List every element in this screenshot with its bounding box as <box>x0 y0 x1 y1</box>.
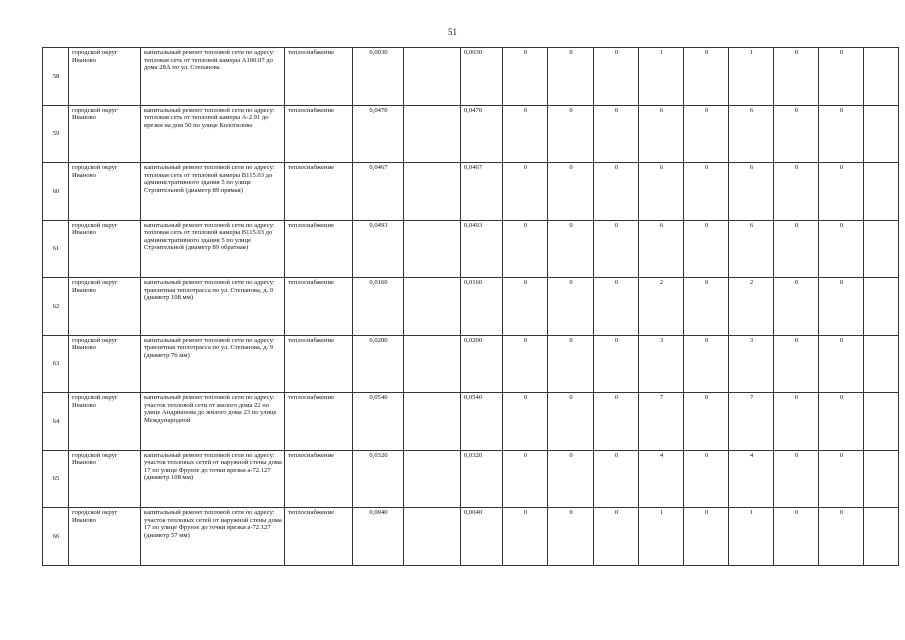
value-cell: 0 <box>684 393 729 451</box>
description-cell: капитальный ремонт тепловой сети по адресу: участок тепловых сетей от наружной стены дома 17 по улице Фрунзе до точки врезки а-72.127 (диаметр 57 мм) <box>141 508 285 566</box>
value-cell: 1 <box>639 508 684 566</box>
description-cell: капитальный ремонт тепловой сети по адресу: тепловая сеть от тепловой камеры А-2.91 до врезки на дом 50 по улице Колотилова <box>141 105 285 163</box>
value-cell: 0 <box>684 48 729 106</box>
value-cell: 0,0160 <box>353 278 404 336</box>
category-cell: теплоснабжение <box>285 220 353 278</box>
value-cell: 0 <box>548 163 594 221</box>
value-cell: 0,0030 <box>353 48 404 106</box>
value-cell <box>404 48 461 106</box>
value-cell: 3 <box>729 335 774 393</box>
description-cell: капитальный ремонт тепловой сети по адресу: участок тепловых сетей от наружной стены дома 17 по улице Фрунзе до точки врезки а-72.127 (диаметр 108 мм) <box>141 450 285 508</box>
value-cell: 0 <box>503 450 548 508</box>
value-cell: 0 <box>503 105 548 163</box>
value-cell: 0 <box>503 48 548 106</box>
value-cell: 0 <box>774 105 819 163</box>
value-cell: 0 <box>548 393 594 451</box>
value-cell: 2 <box>729 278 774 336</box>
value-cell <box>404 450 461 508</box>
table-row <box>43 48 899 106</box>
value-cell: 0 <box>684 508 729 566</box>
table-body <box>43 48 899 566</box>
value-cell: 0 <box>684 335 729 393</box>
value-cell: 0 <box>684 163 729 221</box>
municipality-cell: городской округ Иваново <box>69 335 141 393</box>
description-cell: капитальный ремонт тепловой сети по адресу: транзитная теплотрасса по ул. Степанова, д. 9 (диаметр 108 мм) <box>141 278 285 336</box>
value-cell: 7 <box>639 393 684 451</box>
value-cell: 0,0493 <box>353 220 404 278</box>
value-cell: 0 <box>594 393 639 451</box>
page-number: 51 <box>448 27 457 37</box>
value-cell: 6 <box>729 105 774 163</box>
value-cell: 0,0320 <box>461 450 503 508</box>
value-cell: 0 <box>548 450 594 508</box>
value-cell <box>864 335 899 393</box>
category-cell: теплоснабжение <box>285 278 353 336</box>
value-cell: 0 <box>774 278 819 336</box>
value-cell: 6 <box>639 105 684 163</box>
category-cell: теплоснабжение <box>285 163 353 221</box>
value-cell: 2 <box>639 278 684 336</box>
value-cell: 0,0467 <box>353 163 404 221</box>
value-cell: 0,0040 <box>353 508 404 566</box>
value-cell: 0 <box>594 220 639 278</box>
row-number: 58 <box>43 48 69 106</box>
value-cell: 0 <box>503 335 548 393</box>
value-cell: 0 <box>774 48 819 106</box>
value-cell: 0 <box>684 450 729 508</box>
category-cell: теплоснабжение <box>285 105 353 163</box>
value-cell <box>404 105 461 163</box>
value-cell: 0 <box>774 220 819 278</box>
value-cell: 0 <box>548 278 594 336</box>
table-row <box>43 393 899 451</box>
value-cell <box>864 508 899 566</box>
municipality-cell: городской округ Иваново <box>69 450 141 508</box>
value-cell: 0 <box>594 105 639 163</box>
value-cell: 0 <box>594 508 639 566</box>
value-cell: 0 <box>774 508 819 566</box>
municipality-cell: городской округ Иваново <box>69 163 141 221</box>
value-cell: 6 <box>729 220 774 278</box>
value-cell <box>404 508 461 566</box>
value-cell: 0 <box>503 220 548 278</box>
municipality-cell: городской округ Иваново <box>69 220 141 278</box>
municipality-cell: городской округ Иваново <box>69 278 141 336</box>
category-cell: теплоснабжение <box>285 335 353 393</box>
value-cell <box>864 450 899 508</box>
value-cell: 0,0030 <box>461 48 503 106</box>
value-cell <box>864 163 899 221</box>
value-cell: 0 <box>503 508 548 566</box>
table-row <box>43 220 899 278</box>
value-cell: 0 <box>503 393 548 451</box>
value-cell <box>864 278 899 336</box>
category-cell: теплоснабжение <box>285 508 353 566</box>
value-cell: 7 <box>729 393 774 451</box>
value-cell: 4 <box>729 450 774 508</box>
value-cell: 0 <box>774 335 819 393</box>
value-cell: 0,0467 <box>461 163 503 221</box>
municipality-cell: городской округ Иваново <box>69 105 141 163</box>
value-cell: 6 <box>639 163 684 221</box>
value-cell <box>404 220 461 278</box>
value-cell: 0 <box>503 163 548 221</box>
value-cell <box>404 393 461 451</box>
table-row <box>43 335 899 393</box>
table-row <box>43 105 899 163</box>
value-cell: 0 <box>503 278 548 336</box>
value-cell: 1 <box>639 48 684 106</box>
row-number: 65 <box>43 450 69 508</box>
repair-table <box>42 47 899 566</box>
value-cell: 0 <box>594 278 639 336</box>
value-cell: 0 <box>819 335 864 393</box>
row-number: 62 <box>43 278 69 336</box>
value-cell: 0,0540 <box>461 393 503 451</box>
row-number: 66 <box>43 508 69 566</box>
value-cell: 1 <box>729 48 774 106</box>
value-cell: 0 <box>819 393 864 451</box>
value-cell: 0 <box>774 393 819 451</box>
value-cell <box>404 278 461 336</box>
value-cell: 0 <box>774 163 819 221</box>
value-cell: 0,0470 <box>461 105 503 163</box>
value-cell: 0 <box>594 48 639 106</box>
value-cell: 0,0160 <box>461 278 503 336</box>
row-number: 60 <box>43 163 69 221</box>
value-cell: 0 <box>548 48 594 106</box>
municipality-cell: городской округ Иваново <box>69 48 141 106</box>
value-cell: 0 <box>684 278 729 336</box>
value-cell: 0 <box>819 48 864 106</box>
value-cell: 0 <box>594 163 639 221</box>
value-cell <box>404 335 461 393</box>
value-cell: 0,0200 <box>353 335 404 393</box>
value-cell <box>864 105 899 163</box>
row-number: 63 <box>43 335 69 393</box>
row-number: 64 <box>43 393 69 451</box>
description-cell: капитальный ремонт тепловой сети по адресу: тепловая сеть от тепловой камеры В115.03 до административного здания 5 по улице Строительной (диаметр 89 прямая) <box>141 163 285 221</box>
row-number: 61 <box>43 220 69 278</box>
value-cell <box>864 48 899 106</box>
value-cell: 0,0200 <box>461 335 503 393</box>
description-cell: капитальный ремонт тепловой сети по адресу: тепловая сеть от тепловой камеры А100.07 до дома 28А по ул. Степанова <box>141 48 285 106</box>
value-cell: 0 <box>819 163 864 221</box>
municipality-cell: городской округ Иваново <box>69 393 141 451</box>
value-cell: 0 <box>774 450 819 508</box>
category-cell: теплоснабжение <box>285 48 353 106</box>
value-cell: 3 <box>639 335 684 393</box>
value-cell: 6 <box>639 220 684 278</box>
value-cell: 0 <box>819 278 864 336</box>
description-cell: капитальный ремонт тепловой сети по адресу: тепловая сеть от тепловой камеры В115.03 до административного здания 5 по улице Строительной (диаметр 89 обратная) <box>141 220 285 278</box>
category-cell: теплоснабжение <box>285 393 353 451</box>
description-cell: капитальный ремонт тепловой сети по адресу: транзитная теплотрасса по ул. Степанова, д. 9 (диаметр 76 мм) <box>141 335 285 393</box>
value-cell: 0,0470 <box>353 105 404 163</box>
value-cell: 0 <box>548 335 594 393</box>
value-cell: 0 <box>548 508 594 566</box>
value-cell: 0 <box>594 450 639 508</box>
category-cell: теплоснабжение <box>285 450 353 508</box>
value-cell: 4 <box>639 450 684 508</box>
row-number: 59 <box>43 105 69 163</box>
table-row <box>43 450 899 508</box>
value-cell: 0,0320 <box>353 450 404 508</box>
value-cell: 0 <box>594 335 639 393</box>
table-row <box>43 163 899 221</box>
value-cell: 0 <box>548 220 594 278</box>
value-cell: 0 <box>684 220 729 278</box>
value-cell: 6 <box>729 163 774 221</box>
value-cell: 1 <box>729 508 774 566</box>
table-row <box>43 278 899 336</box>
value-cell: 0 <box>548 105 594 163</box>
value-cell: 0 <box>684 105 729 163</box>
value-cell <box>864 220 899 278</box>
value-cell: 0,0040 <box>461 508 503 566</box>
value-cell: 0,0540 <box>353 393 404 451</box>
table-row <box>43 508 899 566</box>
municipality-cell: городской округ Иваново <box>69 508 141 566</box>
value-cell: 0,0493 <box>461 220 503 278</box>
value-cell <box>864 393 899 451</box>
description-cell: капитальный ремонт тепловой сети по адресу: участок тепловой сети от жилого дома 22 по улице Андрианова до жилого дома 23 по улице Международной <box>141 393 285 451</box>
value-cell <box>404 163 461 221</box>
value-cell: 0 <box>819 450 864 508</box>
value-cell: 0 <box>819 220 864 278</box>
value-cell: 0 <box>819 508 864 566</box>
value-cell: 0 <box>819 105 864 163</box>
